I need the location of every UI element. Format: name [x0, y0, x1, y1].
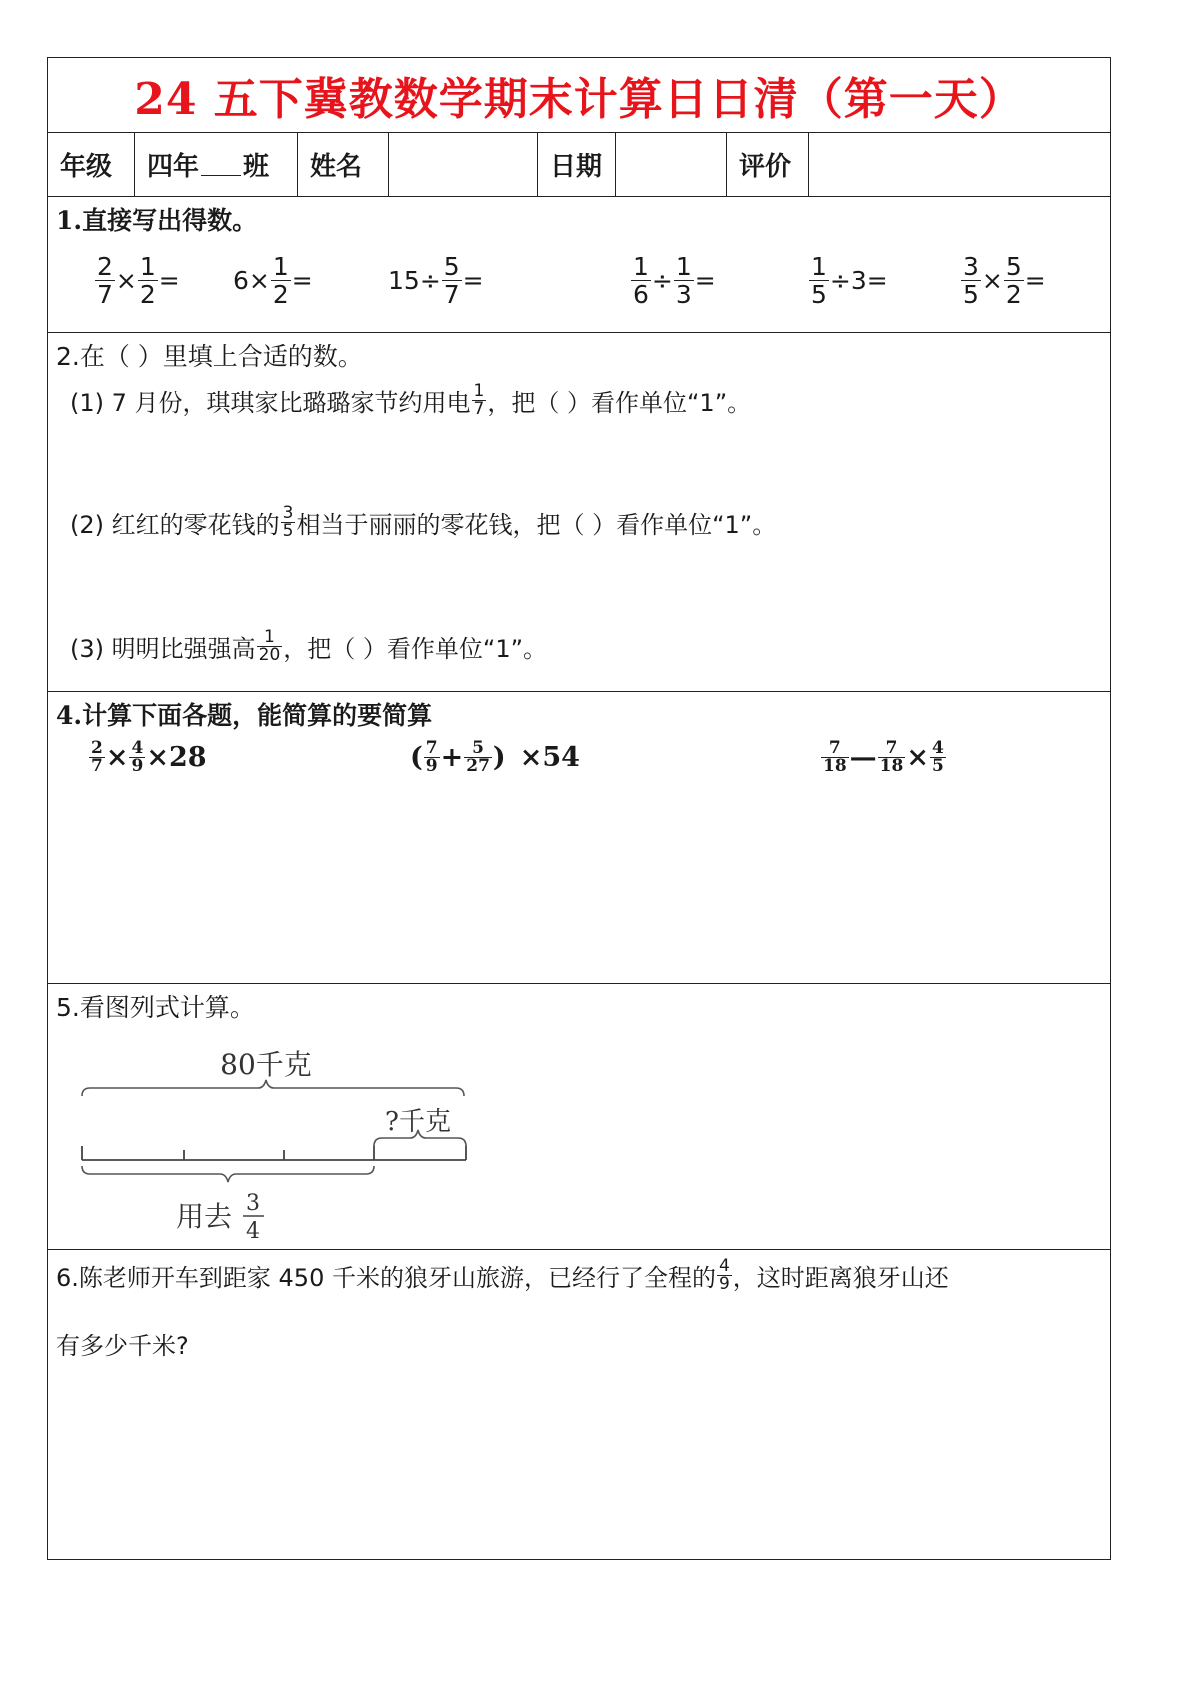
section-1-direct-answers — [48, 197, 1110, 333]
used-denominator: 4 — [246, 1219, 260, 1244]
section-4-calculations — [48, 692, 1110, 984]
section-2-fill-blanks — [48, 333, 1110, 692]
operator: × — [146, 742, 169, 773]
question-2-1 — [70, 383, 751, 418]
equals-sign: = — [694, 266, 716, 295]
close-paren: ) — [492, 742, 506, 773]
numerator: 1 — [264, 627, 275, 647]
denominator: 18 — [879, 756, 904, 776]
line-segment-diagram — [78, 1034, 498, 1244]
numerator: 1 — [272, 252, 289, 281]
used-brace — [82, 1166, 374, 1182]
oral-item-5 — [808, 253, 888, 308]
info-row — [48, 133, 1110, 197]
numerator: 5 — [1005, 252, 1022, 281]
section-6-word-problem — [48, 1250, 1110, 1561]
operator: ÷ — [829, 266, 851, 295]
word-problem-line-2 — [56, 1326, 189, 1361]
denominator: 5 — [811, 280, 827, 309]
word-problem-line-1 — [56, 1258, 949, 1293]
numerator: 2 — [91, 738, 103, 758]
denominator: 18 — [823, 756, 847, 776]
denominator: 7 — [473, 399, 485, 419]
date-label-cell — [538, 133, 616, 196]
denominator: 3 — [675, 280, 692, 309]
class-suffix: 班 — [243, 152, 270, 182]
operator: × — [105, 742, 129, 773]
problem-text: 有多少千米? — [56, 1332, 189, 1360]
denominator: 5 — [931, 756, 944, 776]
class-prefix: 四年 — [147, 152, 200, 182]
denominator: 9 — [718, 1274, 730, 1294]
section-5-title: 5.看图列式计算。 — [56, 993, 255, 1022]
numerator: 1 — [633, 252, 649, 281]
used-numerator: 3 — [246, 1191, 260, 1216]
denominator: 27 — [466, 756, 490, 776]
integer: 54 — [542, 742, 580, 773]
question-text: ，把（ ）看作单位“1”。 — [487, 389, 752, 417]
operator: — — [849, 742, 877, 773]
denominator: 7 — [91, 756, 103, 776]
date-field[interactable] — [616, 133, 727, 196]
eval-label-cell — [727, 133, 809, 196]
used-label: 用去 — [176, 1200, 233, 1233]
denominator: 2 — [1005, 280, 1022, 309]
numerator: 5 — [472, 738, 484, 758]
numerator: 1 — [473, 381, 485, 401]
denominator: 9 — [131, 756, 144, 776]
numerator: 4 — [131, 738, 144, 758]
question-text: ，把（ ）看作单位“1”。 — [283, 635, 548, 663]
numerator: 1 — [139, 252, 156, 281]
date-label: 日期 — [550, 152, 603, 182]
operator: × — [906, 742, 929, 773]
numerator: 1 — [675, 252, 692, 281]
question-2-2 — [70, 505, 776, 540]
integer: 15 — [388, 266, 420, 295]
oral-item-1 — [94, 253, 180, 308]
oral-item-2 — [233, 253, 313, 308]
question-text: (1) 7 月份，琪琪家比璐璐家节约用电 — [70, 389, 471, 417]
numerator: 7 — [885, 738, 898, 758]
section-1-title: 1.直接写出得数。 — [56, 206, 258, 235]
numerator: 7 — [425, 738, 438, 758]
denominator: 2 — [272, 280, 289, 309]
denominator: 2 — [139, 280, 156, 309]
eval-field[interactable] — [809, 133, 1112, 196]
title-row — [48, 58, 1110, 133]
eval-label: 评价 — [739, 152, 792, 182]
equals-sign: = — [291, 266, 313, 295]
numerator: 2 — [97, 252, 113, 281]
denominator: 5 — [282, 521, 294, 541]
section-5-diagram-problem — [48, 984, 1110, 1250]
grade-label: 年级 — [60, 152, 113, 182]
operator: ÷ — [419, 266, 441, 295]
name-field[interactable] — [389, 133, 538, 196]
numerator: 7 — [828, 738, 841, 758]
total-label: 80千克 — [220, 1048, 312, 1081]
oral-item-6 — [960, 253, 1046, 308]
section-4-title: 4.计算下面各题，能简算的要简算 — [56, 701, 433, 730]
numerator: 4 — [931, 738, 944, 758]
equals-sign: = — [462, 266, 484, 295]
numerator: 3 — [282, 503, 294, 523]
page-title: 24 五下冀教数学期末计算日日清（第一天） — [134, 74, 1024, 125]
worksheet — [47, 57, 1111, 1560]
equals-sign: = — [158, 266, 180, 295]
numerator: 1 — [811, 252, 827, 281]
name-label: 姓名 — [310, 152, 363, 182]
open-paren: ( — [410, 742, 423, 773]
equals-sign: = — [866, 266, 888, 295]
numerator: 4 — [718, 1256, 730, 1276]
question-text: (3) 明明比强强高 — [70, 635, 256, 663]
oral-item-4 — [630, 253, 716, 308]
grade-label-cell — [48, 133, 135, 196]
name-label-cell — [298, 133, 389, 196]
operator: × — [981, 266, 1003, 295]
problem-text: 6.陈老师开车到距家 450 千米的狼牙山旅游，已经行了全程的 — [56, 1264, 716, 1292]
denominator: 20 — [258, 645, 281, 665]
answer-area[interactable] — [48, 1370, 1110, 1550]
oral-item-3 — [388, 253, 484, 308]
calc-expression-2 — [410, 740, 580, 775]
question-text: (2) 红红的零花钱的 — [70, 511, 280, 539]
operator: × — [519, 742, 543, 773]
calc-expression-3 — [820, 740, 947, 775]
operator: × — [115, 266, 137, 295]
denominator: 7 — [97, 280, 113, 309]
denominator: 9 — [425, 756, 438, 776]
integer: 6 — [233, 266, 249, 295]
denominator: 5 — [963, 280, 979, 309]
class-number-blank[interactable] — [201, 153, 241, 176]
integer: 3 — [850, 266, 867, 295]
calc-expression-1 — [88, 740, 207, 775]
numerator: 3 — [963, 252, 979, 281]
problem-text: ，这时距离狼牙山还 — [732, 1264, 949, 1292]
operator: × — [248, 266, 270, 295]
numerator: 5 — [443, 252, 460, 281]
question-2-3 — [70, 629, 547, 664]
operator: + — [440, 742, 464, 773]
total-brace — [82, 1080, 464, 1096]
section-2-title: 2.在（ ）里填上合适的数。 — [56, 342, 363, 371]
class-field[interactable] — [135, 133, 298, 196]
integer: 28 — [168, 742, 207, 773]
denominator: 7 — [443, 280, 460, 309]
equals-sign: = — [1024, 266, 1046, 295]
question-text: 相当于丽丽的零花钱，把（ ）看作单位“1”。 — [296, 511, 777, 539]
denominator: 6 — [633, 280, 649, 309]
operator: ÷ — [651, 266, 673, 295]
part-label: ?千克 — [385, 1107, 451, 1137]
